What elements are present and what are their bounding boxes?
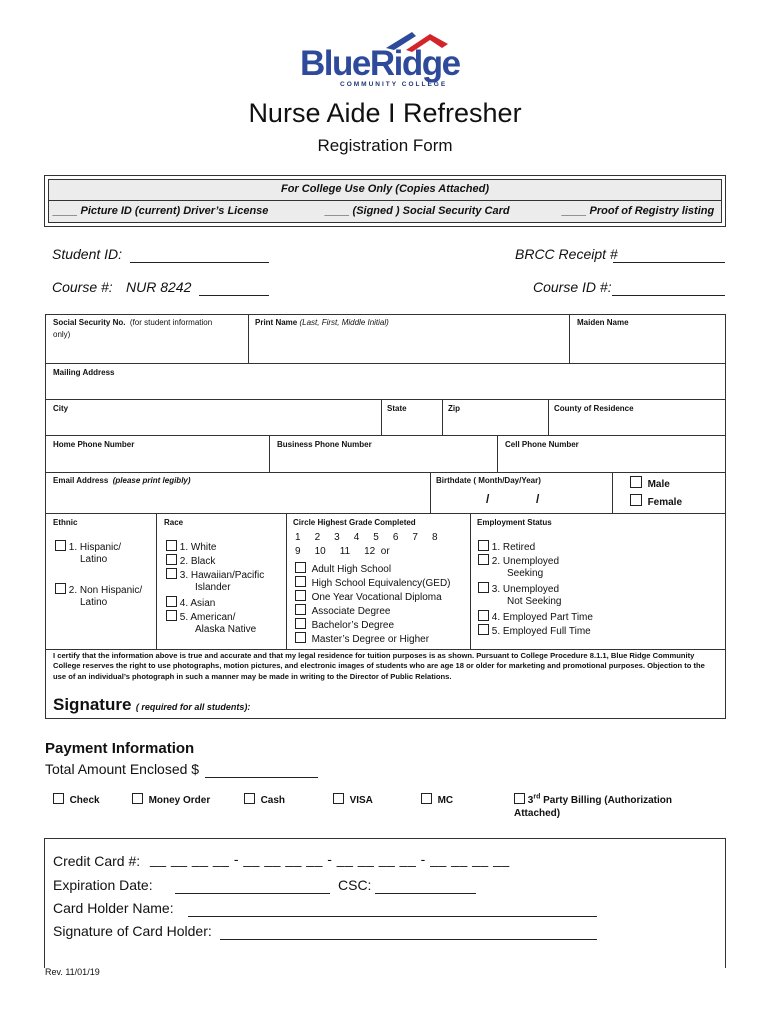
employment-option-label: 1. Retired xyxy=(491,542,536,553)
card-holder-signature-input[interactable] xyxy=(220,939,597,940)
card-holder-input[interactable] xyxy=(188,916,597,917)
grade-header: Circle Highest Grade Completed xyxy=(293,518,416,527)
ethnic-option-label: Latino xyxy=(80,597,108,608)
ssn-note-2: only) xyxy=(53,330,71,339)
zip-label: Zip xyxy=(448,404,460,413)
education-option[interactable] xyxy=(295,562,391,575)
grade-option[interactable]: 5 xyxy=(373,532,379,543)
total-amount-label: Total Amount Enclosed $ xyxy=(45,761,200,777)
print-name-note: (Last, First, Middle Initial) xyxy=(299,318,389,327)
signature-note: ( required for all students): xyxy=(135,702,251,712)
female-label: Female xyxy=(647,497,683,508)
race-option-label: 2. Black xyxy=(179,556,216,567)
gender-cell xyxy=(612,472,727,513)
education-option[interactable] xyxy=(295,590,442,603)
white-checkbox[interactable] xyxy=(166,540,177,551)
city-cell[interactable] xyxy=(46,399,381,435)
payment-method-label: MC xyxy=(437,795,454,806)
education-checkbox[interactable] xyxy=(295,618,306,629)
race-option-label: 5. American/ xyxy=(179,612,236,623)
employment-option-retired[interactable] xyxy=(478,540,535,553)
expiration-input[interactable] xyxy=(175,893,330,894)
third-party-checkbox[interactable] xyxy=(514,793,525,804)
race-option-white[interactable] xyxy=(166,540,216,553)
office-use-item: ____ Picture ID (current) Driver’s License xyxy=(53,205,269,217)
ethnic-option-label: 1. Hispanic/ xyxy=(68,542,122,553)
employment-option-unemployed-seeking[interactable] xyxy=(478,554,559,567)
non-hispanic-checkbox[interactable] xyxy=(55,583,66,594)
race-cell xyxy=(156,513,286,649)
credit-card-label: Credit Card #: xyxy=(53,853,141,869)
employment-option-unemployed-not-seeking[interactable] xyxy=(478,582,559,595)
office-use-item: ____ Proof of Registry listing xyxy=(562,205,715,217)
card-holder-signature-label: Signature of Card Holder: xyxy=(53,923,212,939)
cell-phone-label: Cell Phone Number xyxy=(505,440,579,449)
state-label: State xyxy=(387,404,407,413)
race-option-black[interactable] xyxy=(166,554,215,567)
logo-subtitle: COMMUNITY COLLEGE xyxy=(340,81,448,88)
business-phone-cell[interactable] xyxy=(269,435,497,472)
county-label: County of Residence xyxy=(554,404,634,413)
payment-method-label: Money Order xyxy=(148,795,211,806)
race-option-label: 3. Hawaiian/Pacific xyxy=(179,570,265,581)
office-use-header: For College Use Only (Copies Attached) xyxy=(280,183,489,195)
course-id-input[interactable] xyxy=(612,295,725,296)
grade-option[interactable]: 1 xyxy=(295,532,301,543)
education-option[interactable] xyxy=(295,618,394,631)
maiden-name-label: Maiden Name xyxy=(577,318,629,327)
race-option-label: Alaska Native xyxy=(195,624,257,635)
employment-checkbox[interactable] xyxy=(478,582,489,593)
total-amount-input[interactable] xyxy=(205,777,318,778)
visa-checkbox[interactable] xyxy=(333,793,344,804)
grade-row xyxy=(295,532,438,543)
expiration-label: Expiration Date: xyxy=(53,877,153,893)
employment-option-label: 5. Employed Full Time xyxy=(491,626,591,637)
grade-option[interactable]: 8 xyxy=(431,532,438,543)
mailing-address-label: Mailing Address xyxy=(53,368,115,377)
page-subtitle: Registration Form xyxy=(317,136,453,155)
birthdate-label: Birthdate ( Month/Day/Year) xyxy=(436,476,541,485)
csc-label: CSC: xyxy=(338,877,372,893)
print-name-cell[interactable] xyxy=(248,315,569,363)
grade-option[interactable]: 9 xyxy=(295,546,301,557)
revision-note: Rev. 11/01/19 xyxy=(45,967,100,977)
grade-option[interactable]: 6 xyxy=(392,532,399,543)
zip-cell[interactable] xyxy=(442,399,548,435)
race-option-asian[interactable] xyxy=(166,596,215,609)
check-checkbox[interactable] xyxy=(53,793,64,804)
home-phone-cell[interactable] xyxy=(46,435,269,472)
grade-cell xyxy=(286,513,470,649)
course-no-value: NUR 8242 xyxy=(126,279,192,295)
payment-header: Payment Information xyxy=(45,740,195,757)
female-option[interactable] xyxy=(630,494,682,508)
brcc-receipt-input[interactable] xyxy=(613,262,725,263)
employment-option-label: 4. Employed Part Time xyxy=(491,612,593,623)
employment-option-full-time[interactable] xyxy=(478,624,591,637)
education-option-label: Adult High School xyxy=(311,564,392,575)
certification-text: I certify that the information above is true and accurate and that my legal residence for tuition purposes is as shown. Pursuant to College Procedure 8.1.1, Blue Ridge Community College reserves the right to use photographs, motion pictures, and electronic images of students who are age 18 or older for marketing and promotional purposes. Objection to the use of an individual’s photograph in such a manner may be made in writing to the Director of Public Relations. xyxy=(53,651,705,681)
employment-option-label: Not Seeking xyxy=(507,596,562,607)
ssn-cell[interactable] xyxy=(46,315,248,363)
employment-cell xyxy=(470,513,727,649)
female-checkbox[interactable] xyxy=(630,494,642,506)
student-info-table xyxy=(45,314,726,719)
signature-field[interactable] xyxy=(53,695,719,717)
employment-checkbox[interactable] xyxy=(478,540,489,551)
american-checkbox[interactable] xyxy=(166,610,177,621)
payment-method-money-order[interactable] xyxy=(132,793,210,806)
race-option-hawaiian[interactable] xyxy=(166,568,264,581)
ssn-note: (for student information xyxy=(129,318,213,327)
third-party-label: 3rd Party Billing (Authorization xyxy=(527,793,673,806)
ethnic-cell xyxy=(46,513,156,649)
credit-card-box xyxy=(44,838,726,968)
course-no-input[interactable] xyxy=(199,295,269,296)
race-header: Race xyxy=(164,518,184,527)
asian-checkbox[interactable] xyxy=(166,596,177,607)
employment-option-label: 2. Unemployed xyxy=(491,556,560,567)
education-option[interactable] xyxy=(295,576,451,589)
maiden-name-cell[interactable] xyxy=(569,315,727,363)
education-option-label: Associate Degree xyxy=(311,606,391,617)
education-option-label: High School Equivalency(GED) xyxy=(311,578,451,589)
education-checkbox[interactable] xyxy=(295,632,306,643)
ethnic-option-label: Latino xyxy=(80,554,108,565)
ethnic-header: Ethnic xyxy=(53,518,78,527)
male-label: Male xyxy=(647,479,670,490)
city-label: City xyxy=(53,404,69,413)
grade-or: or xyxy=(380,546,390,557)
payment-method-third-party[interactable] xyxy=(514,793,672,806)
black-checkbox[interactable] xyxy=(166,554,177,565)
education-option[interactable] xyxy=(295,632,429,645)
page-title: Nurse Aide I Refresher xyxy=(248,98,522,128)
credit-card-input[interactable]: __ __ __ __ - __ __ __ __ - __ __ __ __ - __ __ __ __ xyxy=(150,851,510,867)
ethnic-option-label: 2. Non Hispanic/ xyxy=(68,585,143,596)
student-id-input[interactable] xyxy=(130,262,269,263)
payment-method-label: VISA xyxy=(349,795,373,806)
grade-option[interactable]: 2 xyxy=(314,532,321,543)
grade-row xyxy=(295,546,390,557)
grade-option[interactable]: 11 xyxy=(339,546,351,557)
third-party-label-line2: Attached) xyxy=(514,808,561,819)
ethnic-option-hispanic[interactable] xyxy=(55,540,121,553)
employment-checkbox[interactable] xyxy=(478,624,489,635)
employment-option-label: Seeking xyxy=(507,568,544,579)
payment-method-label: Check xyxy=(69,795,100,806)
cell-phone-cell[interactable] xyxy=(497,435,727,472)
employment-option-label: 3. Unemployed xyxy=(491,584,560,595)
logo-wordmark: BlueRidge xyxy=(300,44,460,83)
grade-option[interactable]: 4 xyxy=(353,532,360,543)
male-checkbox[interactable] xyxy=(630,476,642,488)
education-checkbox[interactable] xyxy=(295,590,306,601)
birthdate-slash: / xyxy=(536,492,540,506)
signature-label: Signature xyxy=(53,695,132,714)
office-use-item: ____ (Signed ) Social Security Card xyxy=(325,205,510,217)
student-id-label: Student ID: xyxy=(52,246,123,262)
employment-checkbox[interactable] xyxy=(478,554,489,565)
money-order-checkbox[interactable] xyxy=(132,793,143,804)
employment-header: Employment Status xyxy=(477,518,552,527)
payment-method-label: Cash xyxy=(260,795,286,806)
education-option-label: One Year Vocational Diploma xyxy=(311,592,442,603)
grade-option[interactable]: 10 xyxy=(314,546,326,557)
home-phone-label: Home Phone Number xyxy=(53,440,135,449)
education-option[interactable] xyxy=(295,604,391,617)
email-cell[interactable] xyxy=(46,472,430,513)
birthdate-cell[interactable] xyxy=(430,472,612,513)
race-option-label: 1. White xyxy=(179,542,217,553)
print-name-label: Print Name xyxy=(255,318,298,327)
education-checkbox[interactable] xyxy=(295,562,306,573)
ethnic-option-non-hispanic[interactable] xyxy=(55,583,142,596)
mc-checkbox[interactable] xyxy=(421,793,432,804)
mailing-address-cell[interactable] xyxy=(46,363,727,399)
hawaiian-checkbox[interactable] xyxy=(166,568,177,579)
employment-checkbox[interactable] xyxy=(478,610,489,621)
cash-checkbox[interactable] xyxy=(244,793,255,804)
education-option-label: Bachelor’s Degree xyxy=(311,620,395,631)
course-no-label: Course #: xyxy=(52,279,113,295)
payment-method-mc[interactable] xyxy=(421,793,453,806)
race-option-label: 4. Asian xyxy=(179,598,216,609)
hispanic-checkbox[interactable] xyxy=(55,540,66,551)
brcc-receipt-label: BRCC Receipt # xyxy=(515,246,618,262)
payment-method-visa[interactable] xyxy=(333,793,373,806)
county-cell[interactable] xyxy=(548,399,727,435)
race-option-american[interactable] xyxy=(166,610,235,623)
email-note: (please print legibly) xyxy=(112,476,191,485)
race-option-label: Islander xyxy=(195,582,231,593)
state-cell[interactable] xyxy=(381,399,442,435)
office-use-box xyxy=(44,175,726,227)
email-label: Email Address xyxy=(53,476,109,485)
payment-method-check[interactable] xyxy=(53,793,100,806)
education-checkbox[interactable] xyxy=(295,604,306,615)
grade-option[interactable]: 3 xyxy=(334,532,340,543)
csc-input[interactable] xyxy=(375,893,476,894)
grade-option[interactable]: 12 xyxy=(364,546,376,557)
college-logo xyxy=(298,30,473,90)
birthdate-slash: / xyxy=(486,492,490,506)
education-option-label: Master’s Degree or Higher xyxy=(311,634,430,645)
business-phone-label: Business Phone Number xyxy=(277,440,372,449)
employment-option-part-time[interactable] xyxy=(478,610,593,623)
course-id-label: Course ID #: xyxy=(533,279,612,295)
payment-method-cash[interactable] xyxy=(244,793,285,806)
education-checkbox[interactable] xyxy=(295,576,306,587)
card-holder-label: Card Holder Name: xyxy=(53,900,174,916)
ssn-label: Social Security No. xyxy=(53,318,126,327)
male-option[interactable] xyxy=(630,476,670,490)
grade-option[interactable]: 7 xyxy=(412,532,418,543)
